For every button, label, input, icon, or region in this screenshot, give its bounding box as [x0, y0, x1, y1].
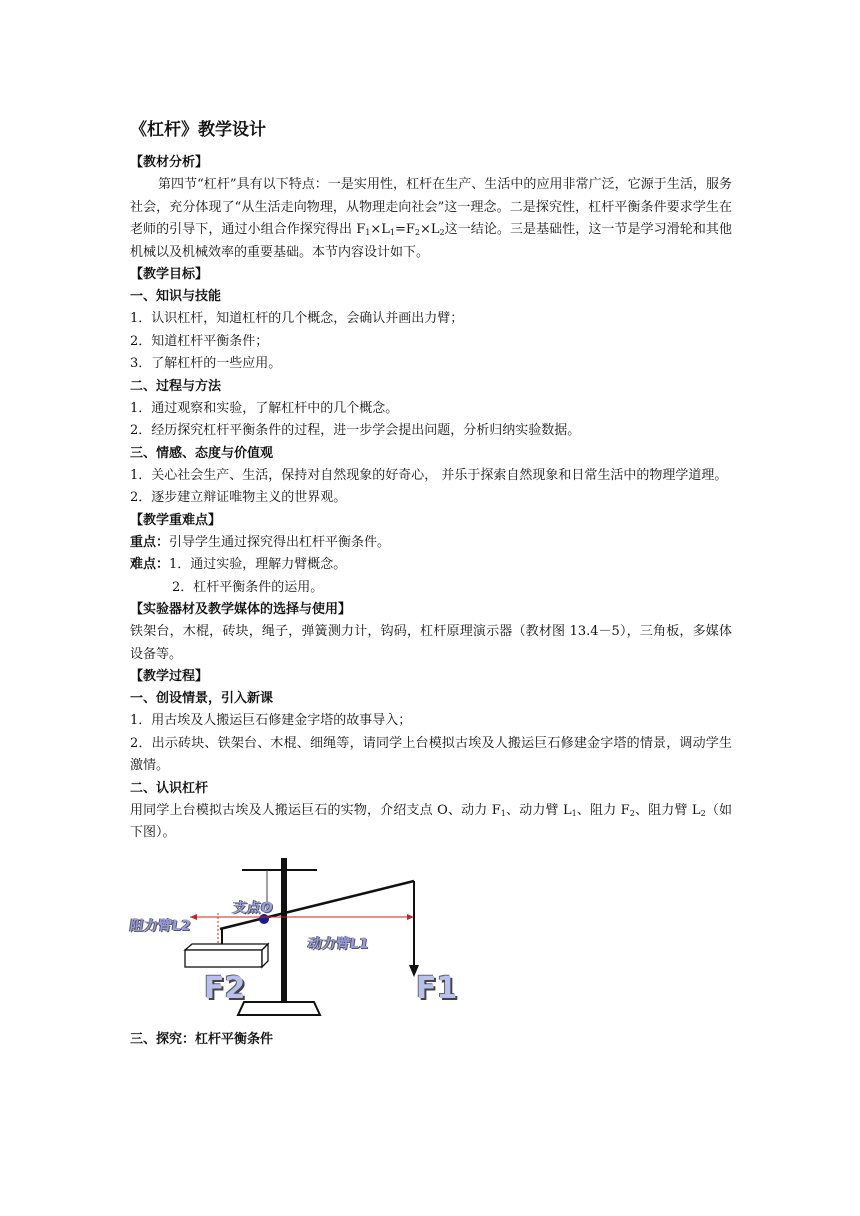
process-step-heading: 三、探究：杠杆平衡条件 — [130, 1031, 274, 1047]
section-heading-goals: 【教学目标】 — [130, 267, 209, 282]
key-point: 重点：引导学生通过探究得出杠杆平衡条件。 — [130, 534, 391, 550]
section-heading-process: 【教学过程】 — [130, 669, 209, 684]
brick-top — [185, 944, 268, 950]
goal-item: 2．逐步建立辩证唯物主义的世界观。 — [130, 490, 347, 505]
difficult-point: 难点：1．通过实验，理解力臂概念。 — [130, 557, 347, 572]
arm-arrow-right — [407, 914, 414, 920]
goal-heading-process: 二、过程与方法 — [130, 378, 222, 394]
equipment-text: 铁架台，木棍，砖块，绳子，弹簧测力计，钩码，杠杆原理演示器（教材图 13.4－5），三角板，多媒体设备等。 — [130, 624, 732, 662]
section-heading-key-points: 【教学重难点】 — [130, 512, 222, 528]
lever-diagram-svg — [130, 853, 460, 1023]
document-title: 《杠杆》教学设计 — [130, 120, 266, 140]
brick-front — [185, 950, 262, 967]
process-item: 1．用古埃及人搬运巨石修建金字塔的故事导入； — [130, 713, 412, 728]
difficult-point: 2．杠杆平衡条件的运用。 — [172, 579, 324, 595]
goal-heading-knowledge: 一、知识与技能 — [130, 289, 222, 304]
goal-item: 2．经历探究杠杆平衡条件的过程，进一步学会提出问题，分析归纳实验数据。 — [130, 423, 581, 438]
goal-heading-attitude: 三、情感、态度与价值观 — [130, 445, 274, 461]
goal-item: 3．了解杠杆的一些应用。 — [130, 356, 282, 371]
stand-base — [238, 1002, 320, 1015]
analysis-paragraph: 第四节“杠杆”具有以下特点：一是实用性，杠杆在生产、生活中的应用非常广泛，它源于生活，服务社会，充分体现了“从生活走向物理，从物理走向社会”这一理念。二是探究性，杠杆平衡条件要求学生在老师的引导下，通过小组合作探究得出 $F_1\times L_1=F_2\times L_2$这一结论。三是基础性，这一节是学习滑轮和其他机械以及机械效率的重要基础。本节内容设计如下。 — [130, 177, 732, 260]
process-step-heading: 二、认识杠杆 — [130, 780, 209, 796]
fulcrum-label: 支点O — [231, 899, 274, 916]
force-f1-label: F1 — [416, 970, 458, 1006]
process-item: 2．出示砖块、铁架台、木棍、细绳等，请同学上台模拟古埃及人搬运巨石修建金字塔的情景，调动学生激情。 — [130, 735, 732, 773]
document-page — [130, 118, 732, 1051]
section-heading-equipment: 【实验器材及教学媒体的选择与使用】 — [130, 602, 352, 617]
goal-item: 1．认识杠杆，知道杠杆的几个概念，会确认并画出力臂； — [130, 311, 464, 326]
lever-intro-text: 用同学上台模拟古埃及人搬运巨石的实物，介绍支点 O、动力 $F_1$、动力臂 $L_1$、阻力 $F_2$、阻力臂 $L_2$（如下图）。 — [130, 802, 732, 840]
effort-arm-label: 动力臂L1 — [306, 935, 370, 952]
goal-item: 1．通过观察和实验，了解杠杆中的几个概念。 — [130, 400, 399, 416]
process-step-heading: 一、创设情景，引入新课 — [130, 691, 274, 706]
stand-pole — [281, 858, 287, 1003]
lever-diagram — [130, 853, 460, 1023]
goal-item: 2．知道杠杆平衡条件； — [130, 333, 269, 349]
section-heading-analysis: 【教材分析】 — [130, 155, 209, 170]
goal-item: 1．关心社会生产、生活，保持对自然现象的好奇心， 并乐于探索自然现象和日常生活中的物理学道理。 — [130, 467, 728, 483]
force-f2-label: F2 — [204, 970, 246, 1006]
resist-arm-label: 阻力臂L2 — [128, 917, 192, 934]
